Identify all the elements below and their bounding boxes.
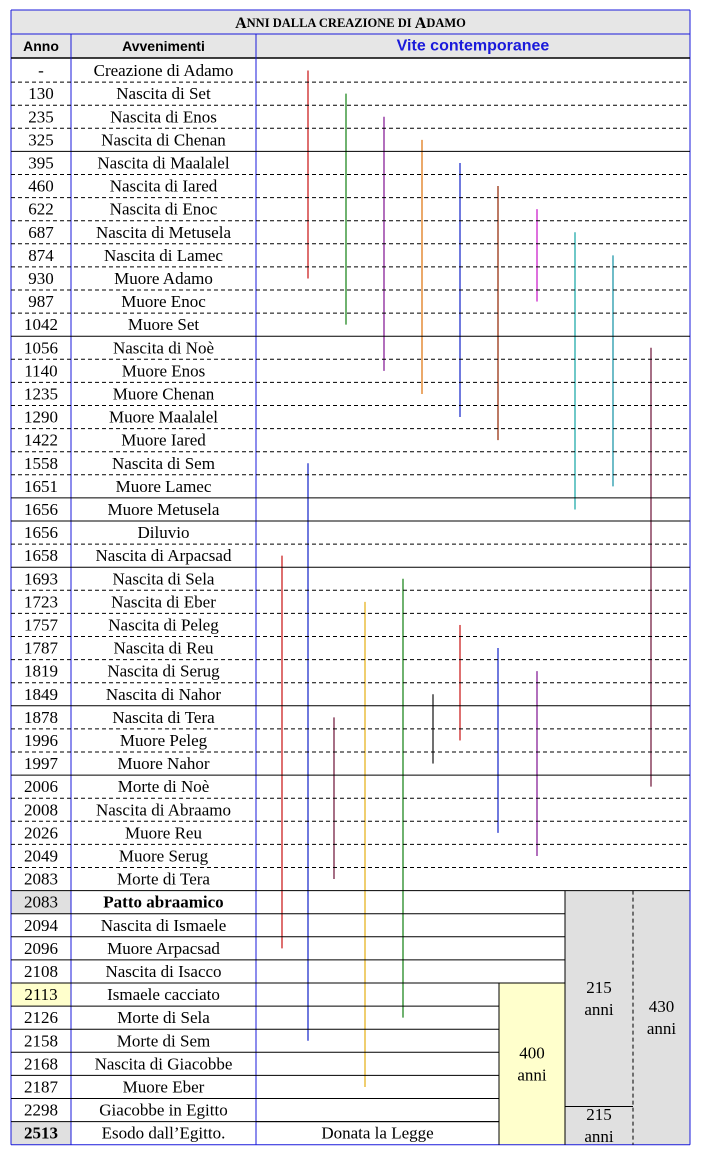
year-cell: 325 — [28, 130, 54, 150]
year-cell: 1757 — [24, 615, 58, 635]
year-cell: 1140 — [24, 361, 58, 381]
period-215b-unit: anni — [584, 1127, 614, 1147]
year-cell: 874 — [28, 245, 54, 265]
year-cell: 1042 — [24, 315, 58, 335]
period-400-value: 400 — [519, 1043, 545, 1063]
event-cell: Nascita di Abraamo — [95, 800, 232, 820]
year-cell: 1878 — [24, 707, 58, 727]
event-cell: Morte di Sem — [116, 1031, 211, 1051]
event-cell: Muore Set — [127, 315, 200, 335]
year-cell: 1056 — [24, 338, 58, 358]
event-cell: Nascita di Chenan — [101, 130, 226, 150]
event-cell: Creazione di Adamo — [93, 61, 234, 81]
year-cell: 2113 — [24, 985, 58, 1005]
year-cell: 1693 — [24, 569, 58, 589]
year-cell: 2126 — [24, 1008, 58, 1028]
period-215b-value: 215 — [586, 1105, 612, 1125]
year-cell: 2168 — [24, 1054, 58, 1074]
year-cell: 2094 — [24, 915, 58, 935]
event-cell: Nascita di Noè — [112, 338, 215, 358]
year-cell: 1656 — [24, 523, 58, 543]
year-cell: 1235 — [24, 384, 58, 404]
donata-la-legge: Donata la Legge — [321, 1123, 434, 1143]
period-430-unit: anni — [646, 1019, 677, 1039]
year-cell: 1290 — [24, 407, 58, 427]
event-cell: Diluvio — [137, 523, 190, 543]
period-400-unit: anni — [517, 1065, 547, 1085]
year-cell: 235 — [28, 107, 54, 127]
event-cell: Muore Maalalel — [108, 407, 219, 427]
year-cell: 2083 — [24, 892, 58, 912]
event-cell: Morte di Noè — [117, 777, 210, 797]
event-cell: Nascita di Iared — [109, 176, 218, 196]
year-cell: 1996 — [24, 730, 58, 750]
year-cell: 130 — [28, 84, 54, 104]
period-215a-value: 215 — [586, 978, 612, 998]
event-cell: Muore Lamec — [115, 476, 212, 496]
year-cell: 2108 — [24, 961, 58, 981]
event-cell: Nascita di Eber — [111, 592, 216, 612]
event-cell: Nascita di Set — [116, 84, 211, 104]
year-cell: 1651 — [24, 476, 58, 496]
year-cell: 1849 — [24, 684, 58, 704]
period-430-value: 430 — [648, 997, 675, 1017]
event-cell: Nascita di Nahor — [105, 684, 222, 704]
event-cell: Nascita di Sela — [112, 569, 215, 589]
year-cell: 2006 — [24, 777, 58, 797]
event-cell: Muore Arpacsad — [107, 938, 220, 958]
year-cell: 2187 — [24, 1077, 58, 1097]
period-215a-unit: anni — [584, 1000, 614, 1020]
year-cell: 1819 — [24, 661, 58, 681]
event-cell: Nascita di Reu — [113, 638, 214, 658]
period-430-cell — [633, 891, 690, 1145]
year-cell: 2513 — [24, 1123, 58, 1143]
year-cell: 2049 — [24, 846, 58, 866]
year-cell: 1658 — [24, 546, 58, 566]
event-cell: Muore Chenan — [112, 384, 215, 404]
year-cell: 987 — [28, 292, 54, 312]
year-cell: 1997 — [24, 754, 58, 774]
event-cell: Muore Serug — [118, 846, 209, 866]
event-cell: Morte di Sela — [117, 1008, 210, 1028]
event-cell: Nascita di Lamec — [104, 245, 223, 265]
event-cell: Muore Reu — [125, 823, 202, 843]
year-cell: 395 — [28, 153, 54, 173]
event-cell: Nascita di Maalalel — [97, 153, 230, 173]
event-cell: Nascita di Enoc — [109, 199, 218, 219]
event-cell: Esodo dall’Egitto. — [101, 1123, 226, 1143]
event-cell: Muore Metusela — [107, 499, 220, 519]
event-cell: Nascita di Sem — [112, 453, 215, 473]
event-cell: Muore Iared — [121, 430, 206, 450]
event-cell: Nascita di Serug — [107, 661, 220, 681]
event-cell: Nascita di Metusela — [95, 222, 232, 242]
event-cell: Nascita di Enos — [110, 107, 217, 127]
event-cell: Nascita di Tera — [112, 707, 215, 727]
event-cell: Ismaele cacciato — [107, 985, 220, 1005]
year-cell: 1723 — [24, 592, 58, 612]
event-cell: Morte di Tera — [117, 869, 210, 889]
year-cell: 1656 — [24, 499, 58, 519]
year-cell: 1558 — [24, 453, 58, 473]
year-cell: 2083 — [24, 869, 58, 889]
event-cell: Nascita di Peleg — [108, 615, 219, 635]
event-cell: Nascita di Giacobbe — [94, 1054, 233, 1074]
event-cell: Muore Enos — [121, 361, 206, 381]
event-cell: Muore Eber — [122, 1077, 205, 1097]
year-cell: 2158 — [24, 1031, 58, 1051]
year-cell: 1422 — [24, 430, 58, 450]
year-cell: 2298 — [24, 1100, 58, 1120]
event-cell: Muore Adamo — [114, 268, 213, 288]
year-cell: 687 — [28, 222, 54, 242]
table-title: ANNI DALLA CREAZIONE DI ADAMO — [235, 14, 466, 32]
header-vite-contemporanee: Vite contemporanee — [396, 37, 550, 55]
year-cell: 460 — [28, 176, 54, 196]
year-cell: 2096 — [24, 938, 58, 958]
period-400-cell — [499, 983, 565, 1145]
year-cell: - — [38, 61, 44, 81]
header-anno: Anno — [23, 38, 59, 54]
header-avvenimenti: Avvenimenti — [122, 38, 205, 54]
event-cell: Muore Enoc — [121, 292, 206, 312]
event-cell: Muore Nahor — [117, 754, 210, 774]
event-cell: Muore Peleg — [119, 730, 208, 750]
year-cell: 1787 — [24, 638, 58, 658]
event-cell: Giacobbe in Egitto — [99, 1100, 228, 1120]
event-cell: Patto abraamico — [103, 892, 224, 912]
year-cell: 2026 — [24, 823, 58, 843]
event-cell: Nascita di Ismaele — [100, 915, 227, 935]
year-cell: 2008 — [24, 800, 58, 820]
year-cell: 930 — [28, 268, 54, 288]
event-cell: Nascita di Arpacsad — [95, 546, 232, 566]
year-cell: 622 — [28, 199, 54, 219]
event-cell: Nascita di Isacco — [105, 961, 222, 981]
